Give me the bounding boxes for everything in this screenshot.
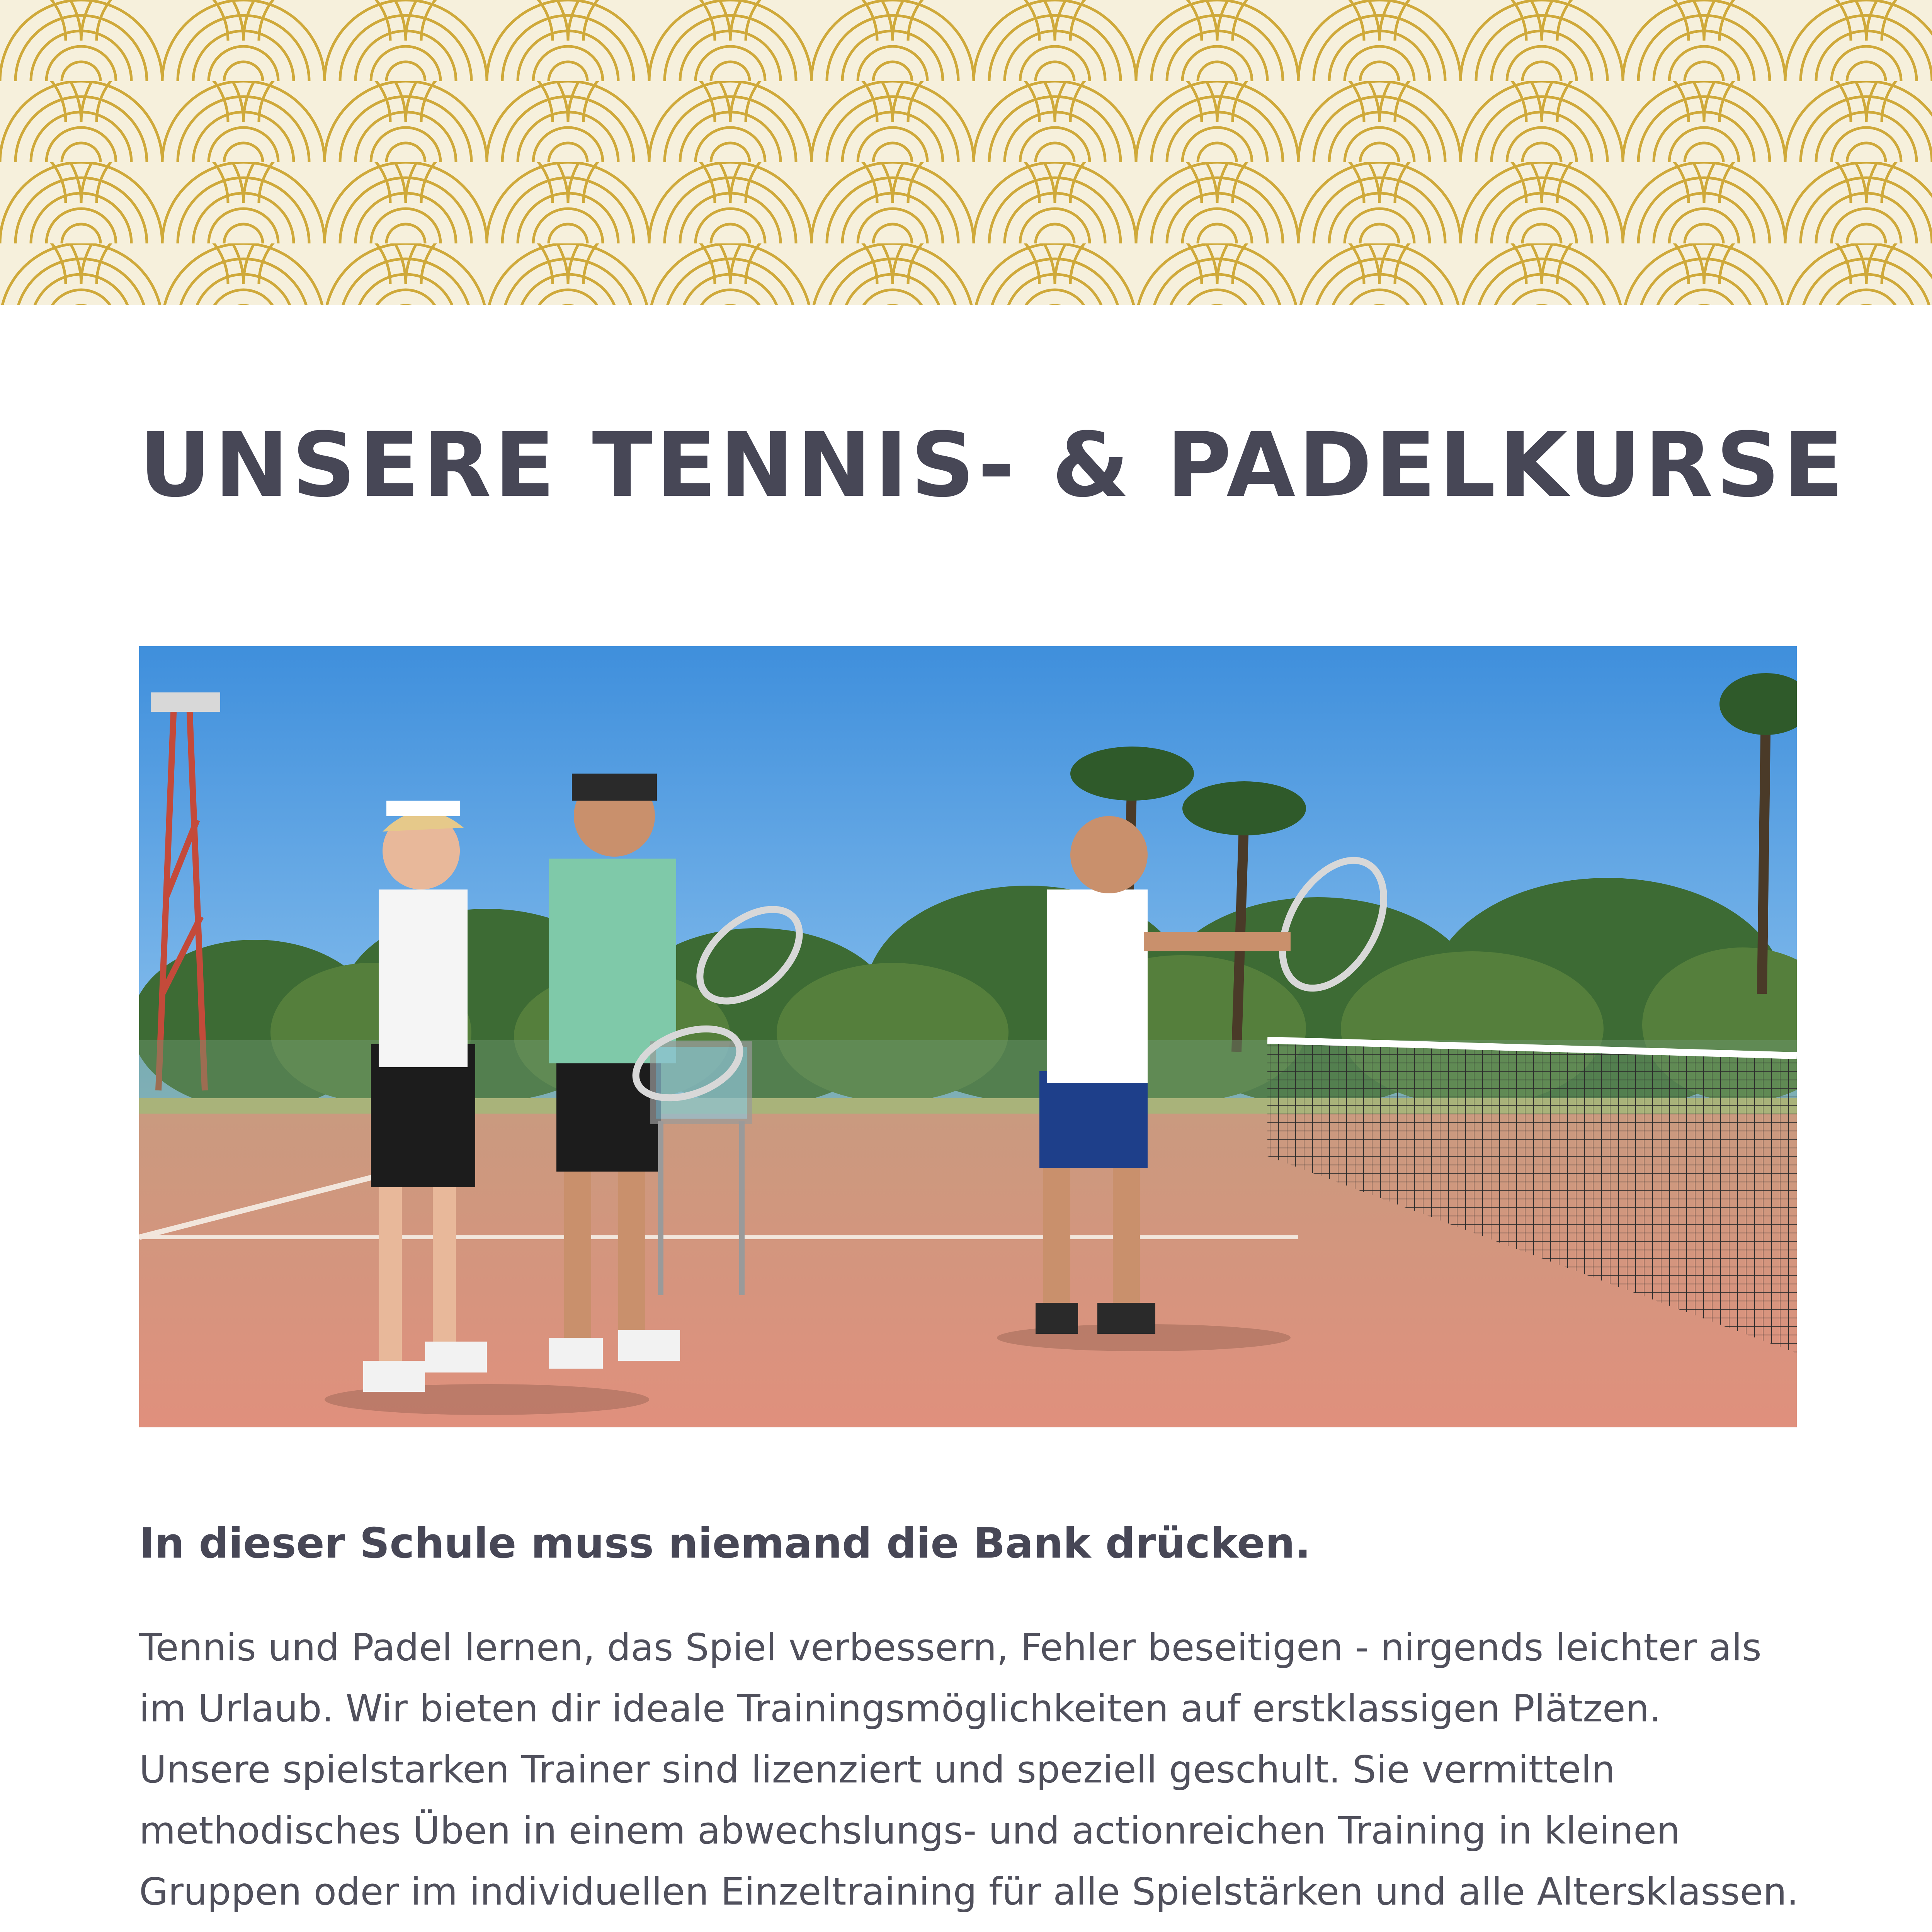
- hero-photo: [139, 646, 1797, 1427]
- page-title: UNSERE TENNIS- & PADELKURSE: [139, 414, 1847, 517]
- paragraph-intro: Tennis und Padel lernen, das Spiel verbessern, Fehler beseitigen - nirgends leichter als im Urlaub. Wir bieten dir ideale Trainingsmöglichkeiten auf erstklassigen Plätzen. Unsere spielstarken Trainer sind lizenziert und speziell geschult. Sie vermitteln methodisches Üben in einem abwechslungs- und actionreichen Training in kleinen Gruppen oder im individuellen Einzeltraining für alle Spielstärken und alle Altersklassen.: [139, 1626, 1799, 1913]
- subheading: In dieser Schule muss niemand die Bank drücken.: [139, 1519, 1311, 1568]
- header-pattern: [0, 0, 1932, 305]
